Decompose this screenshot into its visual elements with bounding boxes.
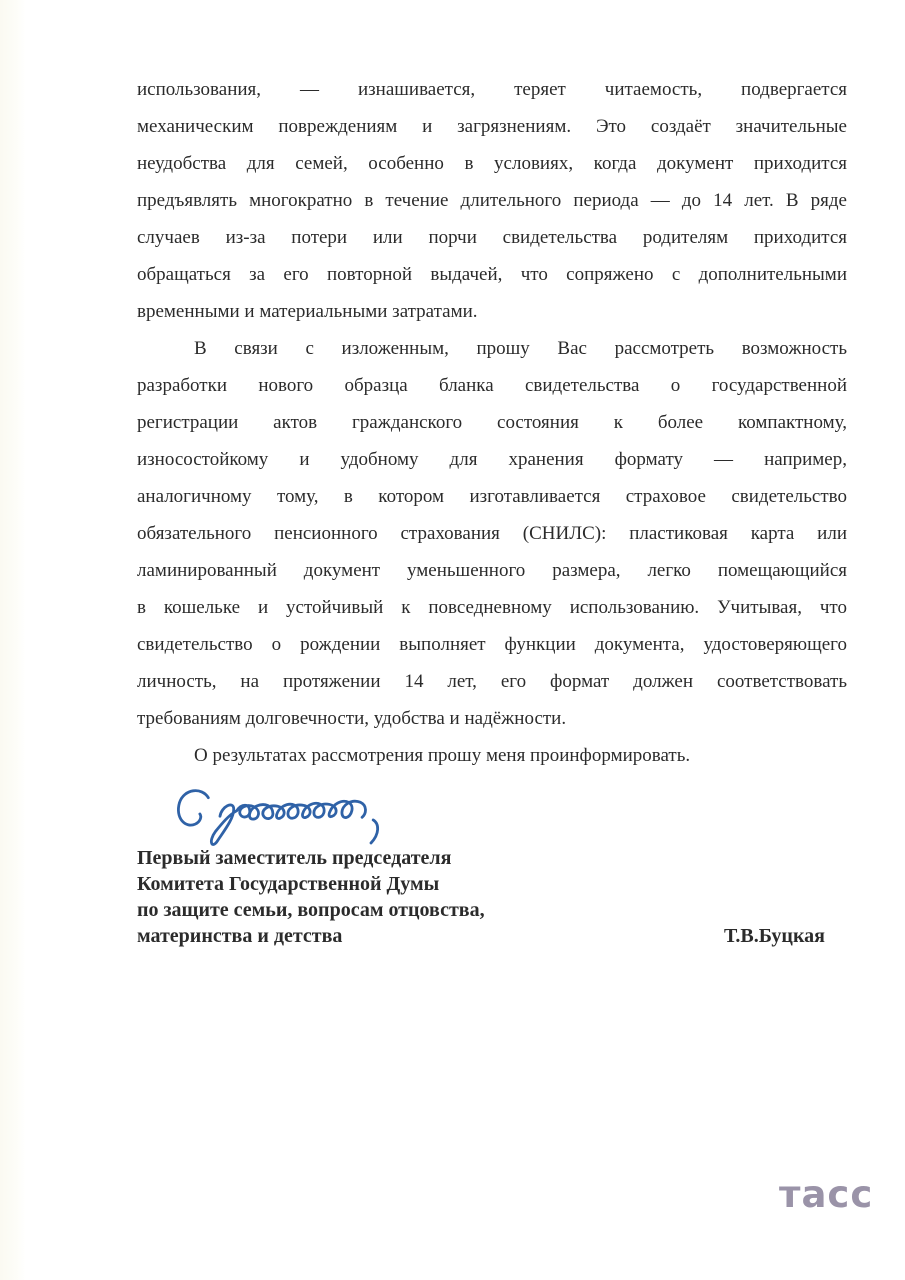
paragraph-1 <box>137 71 847 330</box>
signer-name: Т.В.Буцкая <box>724 925 825 947</box>
scan-edge-shadow <box>0 0 26 1280</box>
paragraph-2 <box>137 330 847 737</box>
paragraph-line: временными и материальными затратами. <box>137 301 478 322</box>
paragraph-line: свидетельство о рождении выполняет функции документа, удостоверяющего <box>137 634 847 655</box>
paragraph-line: регистрации актов гражданского состояния к более компактному, <box>137 412 847 433</box>
signer-title-line: Первый заместитель председателя <box>137 847 452 869</box>
signer-title-line: Комитета Государственной Думы <box>137 873 440 895</box>
paragraph-line: разработки нового образца бланка свидетельства о государственной <box>137 375 847 396</box>
paragraph-line: личность, на протяжении 14 лет, его формат должен соответствовать <box>137 671 847 692</box>
handwritten-signature <box>165 779 410 853</box>
paragraph-line: требованиям долговечности, удобства и надёжности. <box>137 708 567 729</box>
tass-watermark: тасс <box>779 1173 874 1216</box>
signature-block <box>137 845 847 949</box>
paragraph-line: износостойкому и удобному для хранения формату — например, <box>137 449 847 470</box>
paragraph-line: в кошельке и устойчивый к повседневному использованию. Учитывая, что <box>137 597 847 618</box>
paragraph-line: случаев из-за потери или порчи свидетельства родителям приходится <box>137 227 847 248</box>
paragraph-line: использования, — изнашивается, теряет читаемость, подвергается <box>137 79 847 100</box>
letter-body <box>137 71 847 774</box>
paragraph-3 <box>137 737 847 774</box>
paragraph-line: В связи с изложенным, прошу Вас рассмотреть возможность <box>194 338 847 359</box>
signer-title-line: материнства и детства <box>137 925 343 947</box>
paragraph-line: предъявлять многократно в течение длительного периода — до 14 лет. В ряде <box>137 190 847 211</box>
signer-title-line: по защите семьи, вопросам отцовства, <box>137 899 485 921</box>
paragraph-line: неудобства для семей, особенно в условиях, когда документ приходится <box>137 153 847 174</box>
paragraph-line: О результатах рассмотрения прошу меня проинформировать. <box>194 745 691 766</box>
paragraph-line: аналогичному тому, в котором изготавливается страховое свидетельство <box>137 486 847 507</box>
paragraph-line: механическим повреждениям и загрязнениям. Это создаёт значительные <box>137 116 847 137</box>
paragraph-line: обращаться за его повторной выдачей, что сопряжено с дополнительными <box>137 264 847 285</box>
paragraph-line: обязательного пенсионного страхования (СНИЛС): пластиковая карта или <box>137 523 847 544</box>
paragraph-line: ламинированный документ уменьшенного размера, легко помещающийся <box>137 560 847 581</box>
